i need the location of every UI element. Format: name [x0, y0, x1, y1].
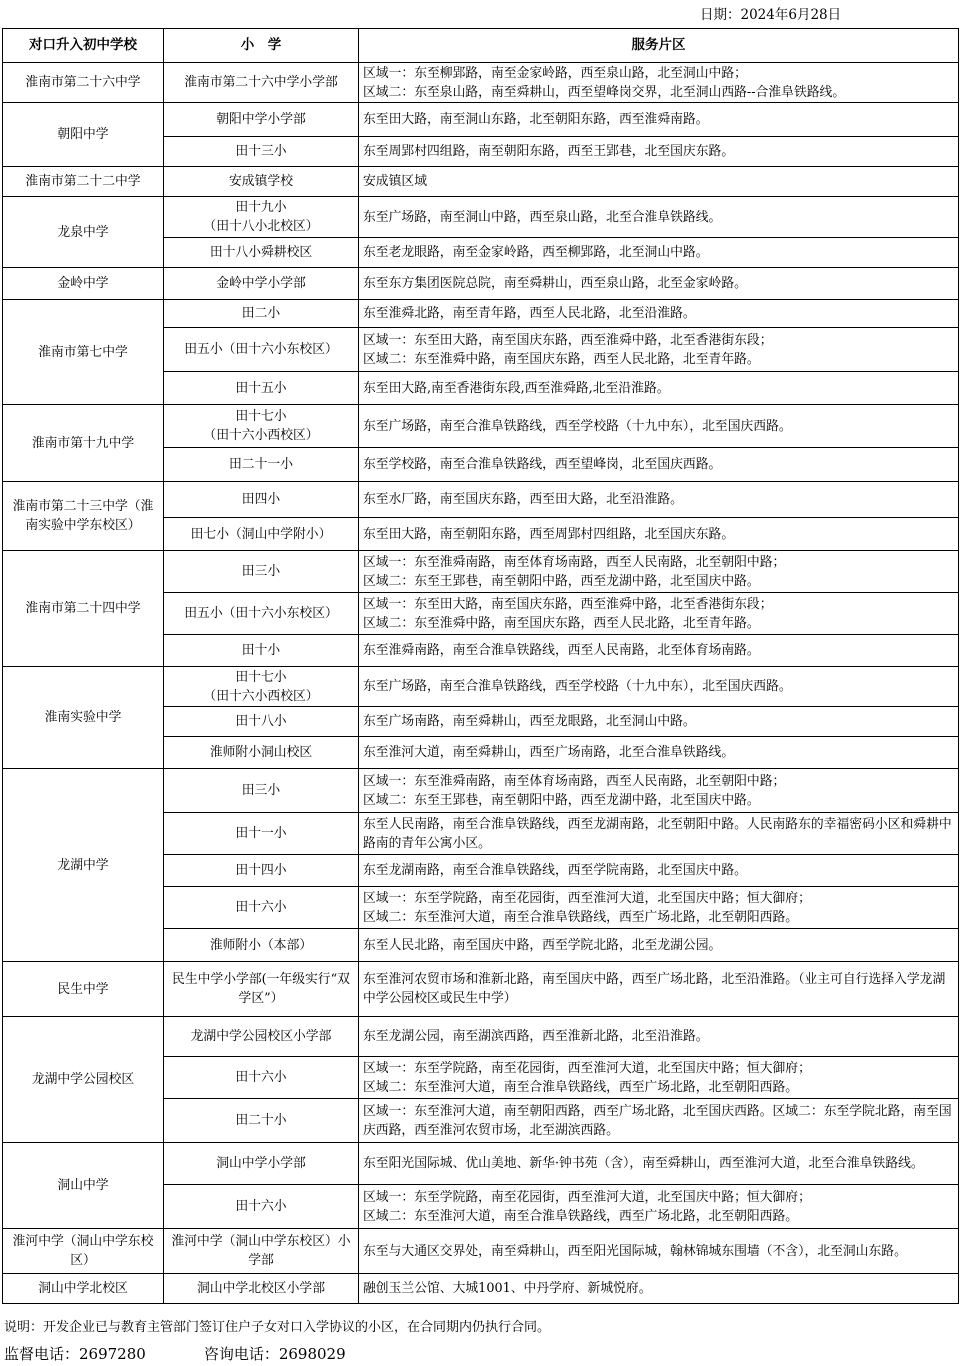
service-area-cell: 区域一：东至淮河大道，南至朝阳西路，西至广场北路，北至国庆西路。区域二：东至学院北路，南至国庆西路，西至淮河农贸市场，北至湖滨西路。: [359, 1099, 959, 1143]
middle-school-cell: 龙湖中学公园校区: [3, 1017, 164, 1143]
table-header-row: [3, 29, 959, 63]
primary-school-cell: 田十四小: [164, 855, 359, 887]
middle-school-cell: 淮南实验中学: [3, 667, 164, 769]
table-row: [3, 268, 959, 300]
middle-school-cell: 金岭中学: [3, 268, 164, 300]
service-area-cell: 东至广场路，南至合淮阜铁路线，西至学校路（十九中东），北至国庆西路。: [359, 667, 959, 707]
service-area-cell: 东至田大路，南至洞山东路，北至朝阳东路，西至淮舜南路。: [359, 103, 959, 137]
primary-school-cell: 田二小: [164, 300, 359, 328]
primary-school-cell: 田七小（洞山中学附小）: [164, 518, 359, 551]
table-row: [3, 300, 959, 328]
service-area-cell: 东至田大路,南至香港街东段,西至淮舜路,北至沿淮路。: [359, 372, 959, 405]
primary-school-cell: 田十小: [164, 635, 359, 667]
service-area-cell: 东至学校路，南至合淮阜铁路线，西至望峰岗，北至国庆西路。: [359, 448, 959, 482]
middle-school-cell: 淮南市第二十二中学: [3, 167, 164, 197]
primary-school-cell: 田五小（田十六小东校区）: [164, 593, 359, 635]
middle-school-cell: 淮南市第二十六中学: [3, 63, 164, 103]
primary-school-cell: 田二十小: [164, 1099, 359, 1143]
primary-school-cell: 田四小: [164, 482, 359, 518]
middle-school-cell: 朝阳中学: [3, 103, 164, 167]
service-area-cell: 东至阳光国际城、优山美地、新华·钟书苑（含），南至舜耕山，西至淮河大道，北至合淮阜铁路线。: [359, 1143, 959, 1185]
service-area-cell: 区域一：东至田大路，南至国庆东路，西至淮舜中路，北至香港街东段； 区域二：东至淮舜中路，南至国庆东路，西至人民北路，北至青年路。: [359, 593, 959, 635]
service-area-cell: 东至东方集团医院总院，南至舜耕山，西至泉山路，北至金家岭路。: [359, 268, 959, 300]
table-row: [3, 1274, 959, 1304]
service-area-cell: 区域一：东至淮舜南路，南至体育场南路，西至人民南路，北至朝阳中路； 区域二：东至王郢巷，南至朝阳中路，西至龙湖中路，北至国庆中路。: [359, 551, 959, 593]
service-area-cell: 东至人民北路，南至国庆中路，西至学院北路，北至龙湖公园。: [359, 929, 959, 962]
contact-phones: [4, 1343, 954, 1365]
service-area-cell: 东至龙湖公园，南至湖滨西路，西至淮新北路，北至沿淮路。: [359, 1017, 959, 1057]
service-area-cell: 东至淮舜南路，南至合淮阜铁路线，西至人民南路，北至体育场南路。: [359, 635, 959, 667]
middle-school-cell: 淮南市第二十三中学（淮南实验中学东校区）: [3, 482, 164, 551]
primary-school-cell: 田十九小 （田十八小北校区）: [164, 197, 359, 238]
service-area-cell: 东至田大路，南至朝阳东路，西至周郢村四组路，北至国庆东路。: [359, 518, 959, 551]
supervise-phone: 监督电话：2697280: [4, 1345, 146, 1363]
primary-school-cell: 田三小: [164, 551, 359, 593]
service-area-cell: 区域一：东至学院路，南至花园街，西至淮河大道，北至国庆中路；恒大御府； 区域二：东至淮河大道，南至合淮阜铁路线，西至广场北路，北至朝阳西路。: [359, 1185, 959, 1229]
primary-school-cell: 朝阳中学小学部: [164, 103, 359, 137]
primary-school-cell: 田三小: [164, 769, 359, 813]
table-row: [3, 1229, 959, 1274]
table-row: [3, 769, 959, 813]
table-row: [3, 1017, 959, 1057]
service-area-cell: 东至水厂路，南至国庆东路，西至田大路，北至沿淮路。: [359, 482, 959, 518]
middle-school-cell: 龙湖中学: [3, 769, 164, 962]
primary-school-cell: 淮师附小（本部）: [164, 929, 359, 962]
table-row: [3, 667, 959, 707]
service-area-cell: 东至龙湖南路，南至合淮阜铁路线，西至学院南路，北至国庆中路。: [359, 855, 959, 887]
primary-school-cell: 田五小（田十六小东校区）: [164, 328, 359, 372]
primary-school-cell: 金岭中学小学部: [164, 268, 359, 300]
middle-school-cell: 民生中学: [3, 962, 164, 1017]
primary-school-cell: 安成镇学校: [164, 167, 359, 197]
consult-phone: 咨询电话：2698029: [203, 1345, 346, 1363]
service-area-cell: 东至淮河大道，南至舜耕山，西至广场南路，北至合淮阜铁路线。: [359, 737, 959, 769]
service-area-cell: 区域一：东至淮舜南路，南至体育场南路，西至人民南路，北至朝阳中路； 区域二：东至王郢巷，南至朝阳中路，西至龙湖中路，北至国庆中路。: [359, 769, 959, 813]
primary-school-cell: 田十七小 （田十六小西校区）: [164, 667, 359, 707]
footnote: 说明：开发企业已与教育主管部门签订住户子女对口入学协议的小区，在合同期内仍执行合同。: [4, 1320, 551, 1335]
table-body: [3, 63, 959, 1304]
primary-school-cell: 田十七小 （田十六小西校区）: [164, 405, 359, 448]
primary-school-cell: 民生中学小学部(一年级实行“双学区”）: [164, 962, 359, 1017]
primary-school-cell: 田十八小: [164, 707, 359, 737]
school-district-table: [2, 28, 959, 1304]
primary-school-cell: 田十三小: [164, 137, 359, 167]
table-row: [3, 962, 959, 1017]
middle-school-cell: 洞山中学北校区: [3, 1274, 164, 1304]
table-row: [3, 482, 959, 518]
primary-school-cell: 淮师附小洞山校区: [164, 737, 359, 769]
table-row: [3, 103, 959, 137]
header-service-area: 服务片区: [359, 29, 959, 63]
service-area-cell: 区域一：东至学院路，南至花园街，西至淮河大道，北至国庆中路；恒大御府； 区域二：东至淮河大道，南至合淮阜铁路线，西至广场北路，北至朝阳西路。: [359, 1057, 959, 1099]
table-row: [3, 167, 959, 197]
primary-school-cell: 田十一小: [164, 813, 359, 855]
table-row: [3, 1143, 959, 1185]
middle-school-cell: 淮南市第十九中学: [3, 405, 164, 482]
middle-school-cell: 洞山中学: [3, 1143, 164, 1229]
service-area-cell: 东至广场路，南至洞山中路，西至泉山路，北至合淮阜铁路线。: [359, 197, 959, 238]
service-area-cell: 融创玉兰公馆、大城1001、中丹学府、新城悦府。: [359, 1274, 959, 1304]
service-area-cell: 安成镇区域: [359, 167, 959, 197]
service-area-cell: 区域一：东至学院路，南至花园街，西至淮河大道，北至国庆中路；恒大御府； 区域二：东至淮河大道，南至合淮阜铁路线，西至广场北路，北至朝阳西路。: [359, 887, 959, 929]
middle-school-cell: 淮河中学（洞山中学东校区）: [3, 1229, 164, 1274]
primary-school-cell: 龙湖中学公园校区小学部: [164, 1017, 359, 1057]
service-area-cell: 东至淮河农贸市场和淮新北路，南至国庆中路，西至广场北路，北至沿淮路。（业主可自行选择入学龙湖中学公园校区或民生中学）: [359, 962, 959, 1017]
service-area-cell: 东至老龙眼路，南至金家岭路，西至柳郢路，北至洞山中路。: [359, 238, 959, 268]
table-row: [3, 405, 959, 448]
middle-school-cell: 龙泉中学: [3, 197, 164, 268]
primary-school-cell: 洞山中学北校区小学部: [164, 1274, 359, 1304]
primary-school-cell: 田十六小: [164, 1057, 359, 1099]
header-middle-school: 对口升入初中学校: [3, 29, 164, 63]
service-area-cell: 东至周郢村四组路，南至朝阳东路，西至王郢巷，北至国庆东路。: [359, 137, 959, 167]
primary-school-cell: 淮南市第二十六中学小学部: [164, 63, 359, 103]
table-row: [3, 63, 959, 103]
service-area-cell: 东至人民南路，南至合淮阜铁路线，西至龙湖南路，北至朝阳中路。人民南路东的幸福密码小区和舜耕中路南的青年公寓小区。: [359, 813, 959, 855]
middle-school-cell: 淮南市第七中学: [3, 300, 164, 405]
primary-school-cell: 田十八小舜耕校区: [164, 238, 359, 268]
service-area-cell: 东至广场南路，南至舜耕山，西至龙眼路，北至洞山中路。: [359, 707, 959, 737]
table-row: [3, 551, 959, 593]
service-area-cell: 东至与大通区交界处，南至舜耕山，西至阳光国际城，翰林锦城东围墙（不含），北至洞山东路。: [359, 1229, 959, 1274]
middle-school-cell: 淮南市第二十四中学: [3, 551, 164, 667]
primary-school-cell: 田二十一小: [164, 448, 359, 482]
service-area-cell: 东至淮舜北路，南至青年路，西至人民北路，北至沿淮路。: [359, 300, 959, 328]
primary-school-cell: 淮河中学（洞山中学东校区）小学部: [164, 1229, 359, 1274]
primary-school-cell: 田十六小: [164, 1185, 359, 1229]
service-area-cell: 东至广场路，南至合淮阜铁路线，西至学校路（十九中东），北至国庆西路。: [359, 405, 959, 448]
service-area-cell: 区域一：东至柳郢路，南至金家岭路，西至泉山路，北至洞山中路； 区域二：东至泉山路，南至舜耕山，西至望峰岗交界，北至洞山西路--合淮阜铁路线。: [359, 63, 959, 103]
header-primary-school: 小 学: [164, 29, 359, 63]
primary-school-cell: 洞山中学小学部: [164, 1143, 359, 1185]
table-row: [3, 197, 959, 238]
primary-school-cell: 田十五小: [164, 372, 359, 405]
primary-school-cell: 田十六小: [164, 887, 359, 929]
date-label: 日期：2024年6月28日: [700, 7, 842, 23]
service-area-cell: 区域一：东至田大路，南至国庆东路，西至淮舜中路，北至香港街东段； 区域二：东至淮舜中路，南至国庆东路，西至人民北路，北至青年路。: [359, 328, 959, 372]
